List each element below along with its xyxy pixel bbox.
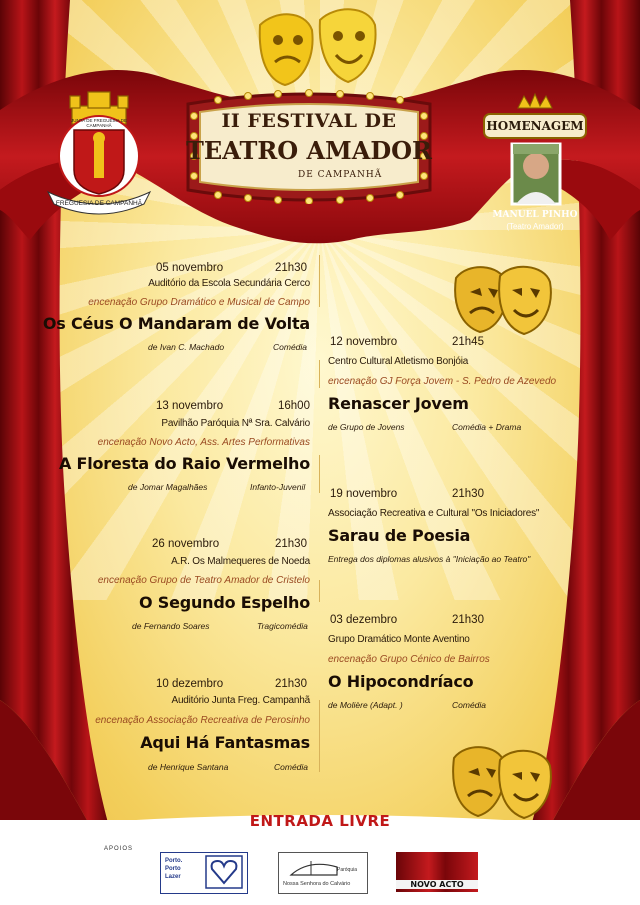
event-venue: Auditório Junta Freg. Campanhã xyxy=(171,695,310,706)
sponsors-label: APOIOS xyxy=(104,846,134,852)
event-time: 21h30 xyxy=(275,262,307,274)
novo-acto-logo xyxy=(396,852,478,892)
event-time: 21h30 xyxy=(275,678,307,690)
homenagem-badge xyxy=(476,92,594,242)
event-time: 21h30 xyxy=(452,614,484,626)
event-time: 21h30 xyxy=(275,538,307,550)
event-title: O Segundo Espelho xyxy=(138,593,310,612)
column-separator xyxy=(319,455,320,493)
festival-title-line3: DE CAMPANHÃ xyxy=(298,170,383,180)
free-entry-label: ENTRADA LIVRE xyxy=(249,812,391,830)
event-date: 13 novembro xyxy=(156,400,224,412)
logo1-line2: Porto xyxy=(165,866,181,872)
event-date: 03 dezembro xyxy=(330,614,398,626)
logo1-line3: Lazer xyxy=(165,874,181,880)
event-venue: Auditório da Escola Secundária Cerco xyxy=(148,278,310,289)
theatre-masks-icon xyxy=(250,0,385,95)
event-date: 05 novembro xyxy=(156,262,224,274)
logo3-text: NOVO ACTO xyxy=(396,880,478,889)
event-venue: A.R. Os Malmequeres de Noeda xyxy=(171,556,310,567)
event-venue: Pavilhão Paróquia Nª Sra. Calvário xyxy=(161,418,310,429)
homenagem-label: HOMENAGEM xyxy=(486,119,584,133)
event-credit: encenação Grupo Dramático e Musical de Campo xyxy=(88,297,310,308)
event-time: 21h45 xyxy=(452,336,484,348)
event-venue: Grupo Dramático Monte Aventino xyxy=(328,634,470,645)
event-genre: Comédia xyxy=(274,762,309,772)
event-note: Entrega dos diplomas alusivos à "Iniciação ao Teatro" xyxy=(328,554,531,564)
event-credit: encenação GJ Força Jovem - S. Pedro de Azevedo xyxy=(328,376,557,387)
event-date: 12 novembro xyxy=(330,336,398,348)
event-title: Os Céus O Mandaram de Volta xyxy=(42,314,310,333)
event-title: A Floresta do Raio Vermelho xyxy=(58,454,310,473)
event-date: 19 novembro xyxy=(330,488,398,500)
logo2-line1: Paróquia xyxy=(337,867,358,873)
event-title: Aqui Há Fantasmas xyxy=(140,733,310,752)
event-credit: encenação Associação Recreativa de Perosinho xyxy=(95,715,310,726)
event-author: de Ivan C. Machado xyxy=(148,342,225,352)
event-time: 16h00 xyxy=(278,400,310,412)
logo1-line1: Porto. xyxy=(165,858,183,864)
column-separator xyxy=(319,580,320,602)
event-author: de Henrique Santana xyxy=(148,762,229,772)
event-title: Renascer Jovem xyxy=(328,394,469,413)
heart-icon xyxy=(205,855,243,889)
golden-masks-icon xyxy=(448,258,558,338)
honoree-name: MANUEL PINHO xyxy=(492,210,578,220)
event-title: Sarau de Poesia xyxy=(328,526,471,545)
event-genre: Comédia xyxy=(273,342,308,352)
event-date: 26 novembro xyxy=(152,538,220,550)
event-credit: encenação Grupo de Teatro Amador de Cristelo xyxy=(97,575,310,586)
column-separator xyxy=(319,360,320,388)
event-date: 10 dezembro xyxy=(156,678,224,690)
paroquia-logo xyxy=(278,852,368,894)
event-author: de Molière (Adapt. ) xyxy=(328,700,403,710)
event-genre: Infanto-Juvenil xyxy=(250,482,306,492)
event-title: O Hipocondríaco xyxy=(328,672,474,691)
crest-ribbon: FREGUESIA DE CAMPANHÃ xyxy=(55,200,143,207)
church-icon xyxy=(289,857,339,877)
event-genre: Comédia + Drama xyxy=(452,422,522,432)
parish-crest xyxy=(40,88,158,220)
festival-title-line1: II FESTIVAL DE xyxy=(221,110,397,132)
marquee-sign xyxy=(178,86,440,204)
event-author: de Jomar Magalhães xyxy=(128,482,208,492)
event-genre: Tragicomédia xyxy=(257,621,308,631)
porto-lazer-logo xyxy=(160,852,248,894)
honoree-group: (Teatro Amador) xyxy=(506,222,564,231)
festival-title-line2: TEATRO AMADOR xyxy=(186,136,432,165)
event-genre: Comédia xyxy=(452,700,487,710)
event-credit: encenação Novo Acto, Ass. Artes Performativas xyxy=(97,437,310,448)
column-separator xyxy=(319,255,320,307)
crest-ring-text: JUNTA DE FREGUESIA DE CAMPANHÃ xyxy=(71,118,127,128)
logo2-line2: Nossa Senhora do Calvário xyxy=(283,881,351,887)
event-credit: encenação Grupo Cénico de Bairros xyxy=(328,654,490,665)
event-author: de Grupo de Jovens xyxy=(328,422,405,432)
event-time: 21h30 xyxy=(452,488,484,500)
column-separator xyxy=(319,700,320,772)
event-venue: Associação Recreativa e Cultural "Os Iniciadores" xyxy=(328,508,540,519)
event-author: de Fernando Soares xyxy=(132,621,210,631)
event-venue: Centro Cultural Atletismo Bonjóia xyxy=(328,356,469,367)
